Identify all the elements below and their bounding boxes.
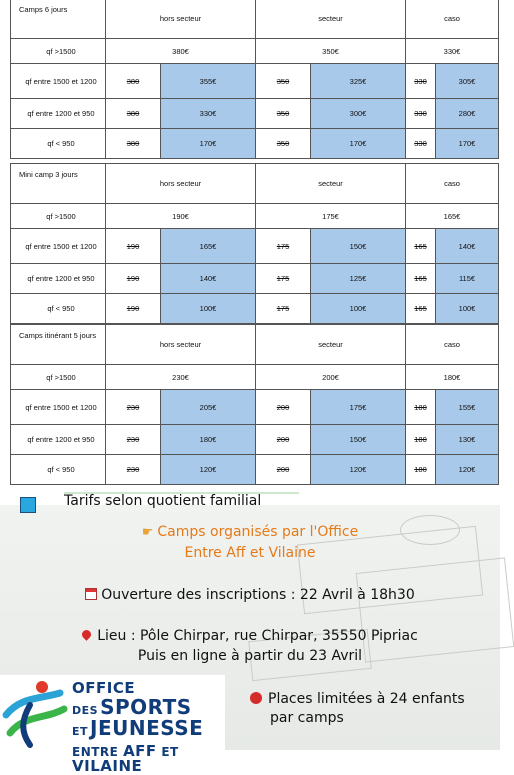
- price-table-camps-6-jours: [10, 0, 499, 159]
- table-header-row: [11, 164, 499, 204]
- new-price-cell: 100€: [311, 294, 406, 324]
- new-price-cell: 205€: [161, 390, 256, 425]
- place-line-1: Lieu : Pôle Chirpar, rue Chirpar, 35550 Pipriac: [0, 628, 500, 644]
- column-header: secteur: [256, 164, 406, 204]
- row-label: qf entre 1200 et 950: [11, 99, 106, 129]
- new-price-cell: 330€: [161, 99, 256, 129]
- old-price-cell: 180: [406, 455, 436, 485]
- map-pin-icon: [80, 628, 93, 641]
- base-price-cell: 165€: [406, 204, 499, 229]
- base-price-cell: 175€: [256, 204, 406, 229]
- base-price-cell: 350€: [256, 39, 406, 64]
- price-table-mini-camp-3-jours: [10, 163, 499, 324]
- base-price-cell: 180€: [406, 365, 499, 390]
- base-price-cell: 230€: [106, 365, 256, 390]
- old-price-cell: 330: [406, 64, 436, 99]
- new-price-cell: 155€: [436, 390, 499, 425]
- table-row: [11, 264, 499, 294]
- new-price-cell: 115€: [436, 264, 499, 294]
- table-header-row: [11, 325, 499, 365]
- table-title: Camps 6 jours: [11, 0, 106, 39]
- new-price-cell: 170€: [311, 129, 406, 159]
- table-row: [11, 294, 499, 324]
- new-price-cell: 140€: [436, 229, 499, 264]
- table-row: [11, 129, 499, 159]
- new-price-cell: 100€: [161, 294, 256, 324]
- new-price-cell: 125€: [311, 264, 406, 294]
- old-price-cell: 350: [256, 99, 311, 129]
- old-price-cell: 380: [106, 64, 161, 99]
- old-price-cell: 230: [106, 425, 161, 455]
- new-price-cell: 305€: [436, 64, 499, 99]
- column-header: hors secteur: [106, 325, 256, 365]
- column-header: hors secteur: [106, 0, 256, 39]
- new-price-cell: 120€: [436, 455, 499, 485]
- new-price-cell: 130€: [436, 425, 499, 455]
- logo-text: OFFICE DES SPORTS ET JEUNESSE ENTRE AFF ET VILAINE: [72, 679, 204, 775]
- new-price-cell: 120€: [311, 455, 406, 485]
- row-label: qf >1500: [11, 204, 106, 229]
- base-price-cell: 380€: [106, 39, 256, 64]
- table-row: [11, 390, 499, 425]
- old-price-cell: 190: [106, 294, 161, 324]
- old-price-cell: 190: [106, 264, 161, 294]
- base-price-cell: 330€: [406, 39, 499, 64]
- column-header: secteur: [256, 325, 406, 365]
- row-label: qf >1500: [11, 365, 106, 390]
- old-price-cell: 165: [406, 264, 436, 294]
- pointing-hand-icon: ☛: [141, 525, 154, 540]
- table-row: [11, 365, 499, 390]
- new-price-cell: 165€: [161, 229, 256, 264]
- places-limited: Places limitées à 24 enfants par camps: [250, 690, 465, 728]
- new-price-cell: 280€: [436, 99, 499, 129]
- old-price-cell: 380: [106, 129, 161, 159]
- calendar-icon: [85, 588, 97, 600]
- table-row: [11, 64, 499, 99]
- old-price-cell: 230: [106, 390, 161, 425]
- new-price-cell: 120€: [161, 455, 256, 485]
- place-line-2: Puis en ligne à partir du 23 Avril: [137, 648, 363, 664]
- new-price-cell: 140€: [161, 264, 256, 294]
- old-price-cell: 380: [106, 99, 161, 129]
- runner-logo-icon: [0, 675, 68, 750]
- new-price-cell: 175€: [311, 390, 406, 425]
- table-row: [11, 39, 499, 64]
- old-price-cell: 330: [406, 129, 436, 159]
- old-price-cell: 180: [406, 425, 436, 455]
- new-price-cell: 180€: [161, 425, 256, 455]
- old-price-cell: 330: [406, 99, 436, 129]
- organised-line-2: Entre Aff et Vilaine: [184, 545, 316, 561]
- column-header: caso: [406, 0, 499, 39]
- base-price-cell: 200€: [256, 365, 406, 390]
- old-price-cell: 190: [106, 229, 161, 264]
- column-header: hors secteur: [106, 164, 256, 204]
- table-row: [11, 425, 499, 455]
- table-row: [11, 229, 499, 264]
- old-price-cell: 175: [256, 294, 311, 324]
- price-table-camps-itinerant-5-jours: [10, 324, 499, 485]
- new-price-cell: 170€: [161, 129, 256, 159]
- old-price-cell: 350: [256, 129, 311, 159]
- table-header-row: [11, 0, 499, 39]
- row-label: qf entre 1500 et 1200: [11, 64, 106, 99]
- table-row: [11, 99, 499, 129]
- legend-square-icon: [20, 497, 36, 513]
- new-price-cell: 100€: [436, 294, 499, 324]
- opening-line: Ouverture des inscriptions : 22 Avril à 18h30: [0, 587, 500, 603]
- column-header: caso: [406, 325, 499, 365]
- new-price-cell: 355€: [161, 64, 256, 99]
- legend-text: Tarifs selon quotient familial: [64, 493, 262, 509]
- old-price-cell: 165: [406, 229, 436, 264]
- old-price-cell: 350: [256, 64, 311, 99]
- new-price-cell: 150€: [311, 229, 406, 264]
- column-header: secteur: [256, 0, 406, 39]
- old-price-cell: 200: [256, 455, 311, 485]
- alarm-icon: [250, 692, 262, 704]
- table-row: [11, 455, 499, 485]
- row-label: qf entre 1200 et 950: [11, 264, 106, 294]
- old-price-cell: 230: [106, 455, 161, 485]
- new-price-cell: 170€: [436, 129, 499, 159]
- row-label: qf < 950: [11, 129, 106, 159]
- new-price-cell: 325€: [311, 64, 406, 99]
- new-price-cell: 300€: [311, 99, 406, 129]
- old-price-cell: 175: [256, 229, 311, 264]
- old-price-cell: 200: [256, 390, 311, 425]
- base-price-cell: 190€: [106, 204, 256, 229]
- table-title: Camps itinérant 5 jours: [11, 325, 106, 365]
- old-price-cell: 175: [256, 264, 311, 294]
- row-label: qf entre 1200 et 950: [11, 425, 106, 455]
- old-price-cell: 180: [406, 390, 436, 425]
- organised-line-1: ☛ Camps organisés par l'Office: [141, 524, 359, 540]
- row-label: qf entre 1500 et 1200: [11, 229, 106, 264]
- old-price-cell: 165: [406, 294, 436, 324]
- office-logo: [0, 675, 225, 775]
- column-header: caso: [406, 164, 499, 204]
- new-price-cell: 150€: [311, 425, 406, 455]
- row-label: qf < 950: [11, 455, 106, 485]
- row-label: qf entre 1500 et 1200: [11, 390, 106, 425]
- table-title: Mini camp 3 jours: [11, 164, 106, 204]
- table-row: [11, 204, 499, 229]
- row-label: qf >1500: [11, 39, 106, 64]
- old-price-cell: 200: [256, 425, 311, 455]
- row-label: qf < 950: [11, 294, 106, 324]
